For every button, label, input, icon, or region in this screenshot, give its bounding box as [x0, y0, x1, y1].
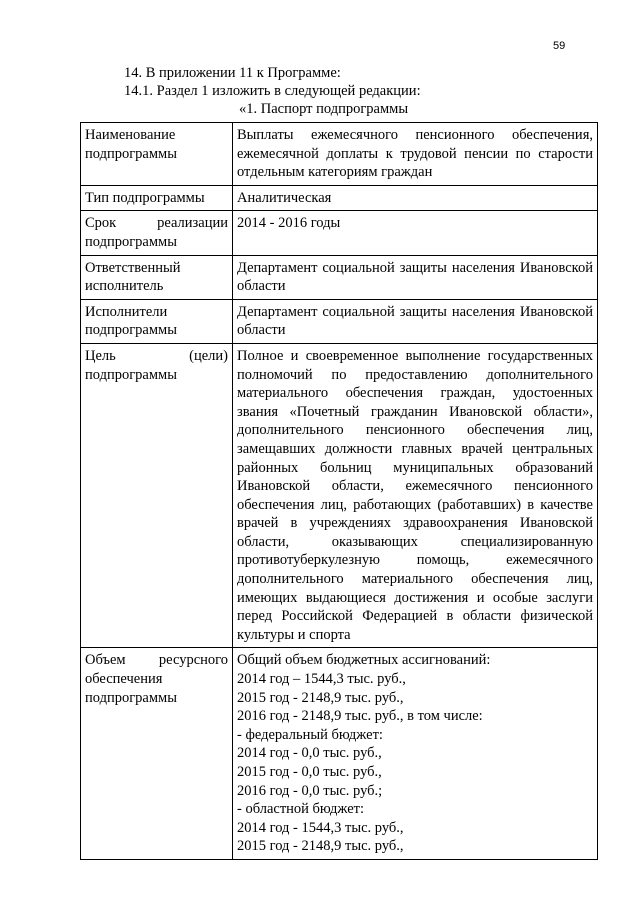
- row-label-name: Наименование подпрограммы: [81, 123, 233, 186]
- term-label-word-3: подпрограммы: [85, 233, 177, 250]
- volume-line: 2014 год - 0,0 тыс. руб.,: [237, 745, 382, 762]
- volume-line: 2015 год - 2148,9 тыс. руб.,: [237, 689, 404, 706]
- row-label-type: Тип подпрограммы: [81, 185, 233, 211]
- row-label-goal: [81, 343, 233, 648]
- volume-line: 2014 год – 1544,3 тыс. руб.,: [237, 671, 406, 688]
- volume-label-word-2: ресурсного: [158, 652, 228, 669]
- table-row: [81, 123, 598, 186]
- intro-line-2: 14.1. Раздел 1 изложить в следующей редакции:: [124, 83, 421, 99]
- volume-line: Общий объем бюджетных ассигнований:: [237, 652, 491, 669]
- row-value-name: Выплаты ежемесячного пенсионного обеспечения, ежемесячной доплаты к трудовой пенсии по старости отдельным категориям граждан: [233, 123, 598, 186]
- row-label-executors: Исполнители подпрограммы: [81, 299, 233, 343]
- section-heading: «1. Паспорт подпрограммы: [239, 101, 409, 117]
- volume-line: - областной бюджет:: [237, 801, 365, 818]
- volume-label-word-1: Объем: [85, 652, 126, 669]
- table-row: [81, 299, 598, 343]
- row-label-volume: [81, 648, 233, 860]
- term-label-word-1: Срок: [85, 215, 117, 232]
- goal-label-word-2: (цели): [189, 347, 228, 364]
- volume-line: 2014 год - 1544,3 тыс. руб.,: [237, 819, 404, 836]
- volume-line: 2015 год - 2148,9 тыс. руб.,: [237, 838, 404, 855]
- page-number: 59: [553, 40, 566, 52]
- intro-line-1: 14. В приложении 11 к Программе:: [124, 65, 341, 81]
- table-row: [81, 343, 598, 648]
- volume-line: 2015 год - 0,0 тыс. руб.,: [237, 764, 382, 780]
- passport-table: [80, 122, 598, 860]
- table-row: [81, 211, 598, 255]
- volume-label-word-4: подпрограммы: [85, 689, 177, 706]
- row-value-executors: Департамент социальной защиты населения Ивановской области: [233, 299, 598, 343]
- row-value-goal: Полное и своевременное выполнение государственных полномочий по предоставлению дополнительного материального обеспечения граждан, удостоенных звания «Почетный гражданин Ивановской области», дополнительного пенсионного обеспечения лиц, замещавших должности главных врачей центральных районных больниц муниципальных образований Ивановской области, ежемесячного пенсионного обеспечения лиц, работающих (работавших) в качестве врачей в учреждениях здравоохранения Ивановской области, оказывающих специализированную противотуберкулезную помощь, ежемесячного дополнительного материального обеспечения лиц, имеющих выдающиеся достижения и особые заслуги перед Российской Федерацией в области физической культуры и спорта: [233, 343, 598, 648]
- row-value-type: Аналитическая: [233, 185, 598, 211]
- intro-text: [0, 64, 640, 118]
- volume-line: - федеральный бюджет:: [237, 726, 383, 743]
- volume-label-word-3: обеспечения: [85, 671, 163, 688]
- row-value-term: 2014 - 2016 годы: [233, 211, 598, 255]
- goal-label-word-1: Цель: [85, 347, 116, 364]
- term-label-word-2: реализации: [157, 215, 228, 232]
- row-value-responsible: Департамент социальной защиты населения Ивановской области: [233, 255, 598, 299]
- goal-label-word-3: подпрограммы: [85, 366, 177, 383]
- row-value-volume: [233, 648, 598, 860]
- table-row: [81, 255, 598, 299]
- row-label-responsible: Ответственный исполнитель: [81, 255, 233, 299]
- table-row: [81, 185, 598, 211]
- volume-line: 2016 год - 2148,9 тыс. руб., в том числе:: [237, 708, 483, 725]
- volume-line: 2016 год - 0,0 тыс. руб.;: [237, 782, 383, 799]
- row-label-term: [81, 211, 233, 255]
- table-row: [81, 648, 598, 860]
